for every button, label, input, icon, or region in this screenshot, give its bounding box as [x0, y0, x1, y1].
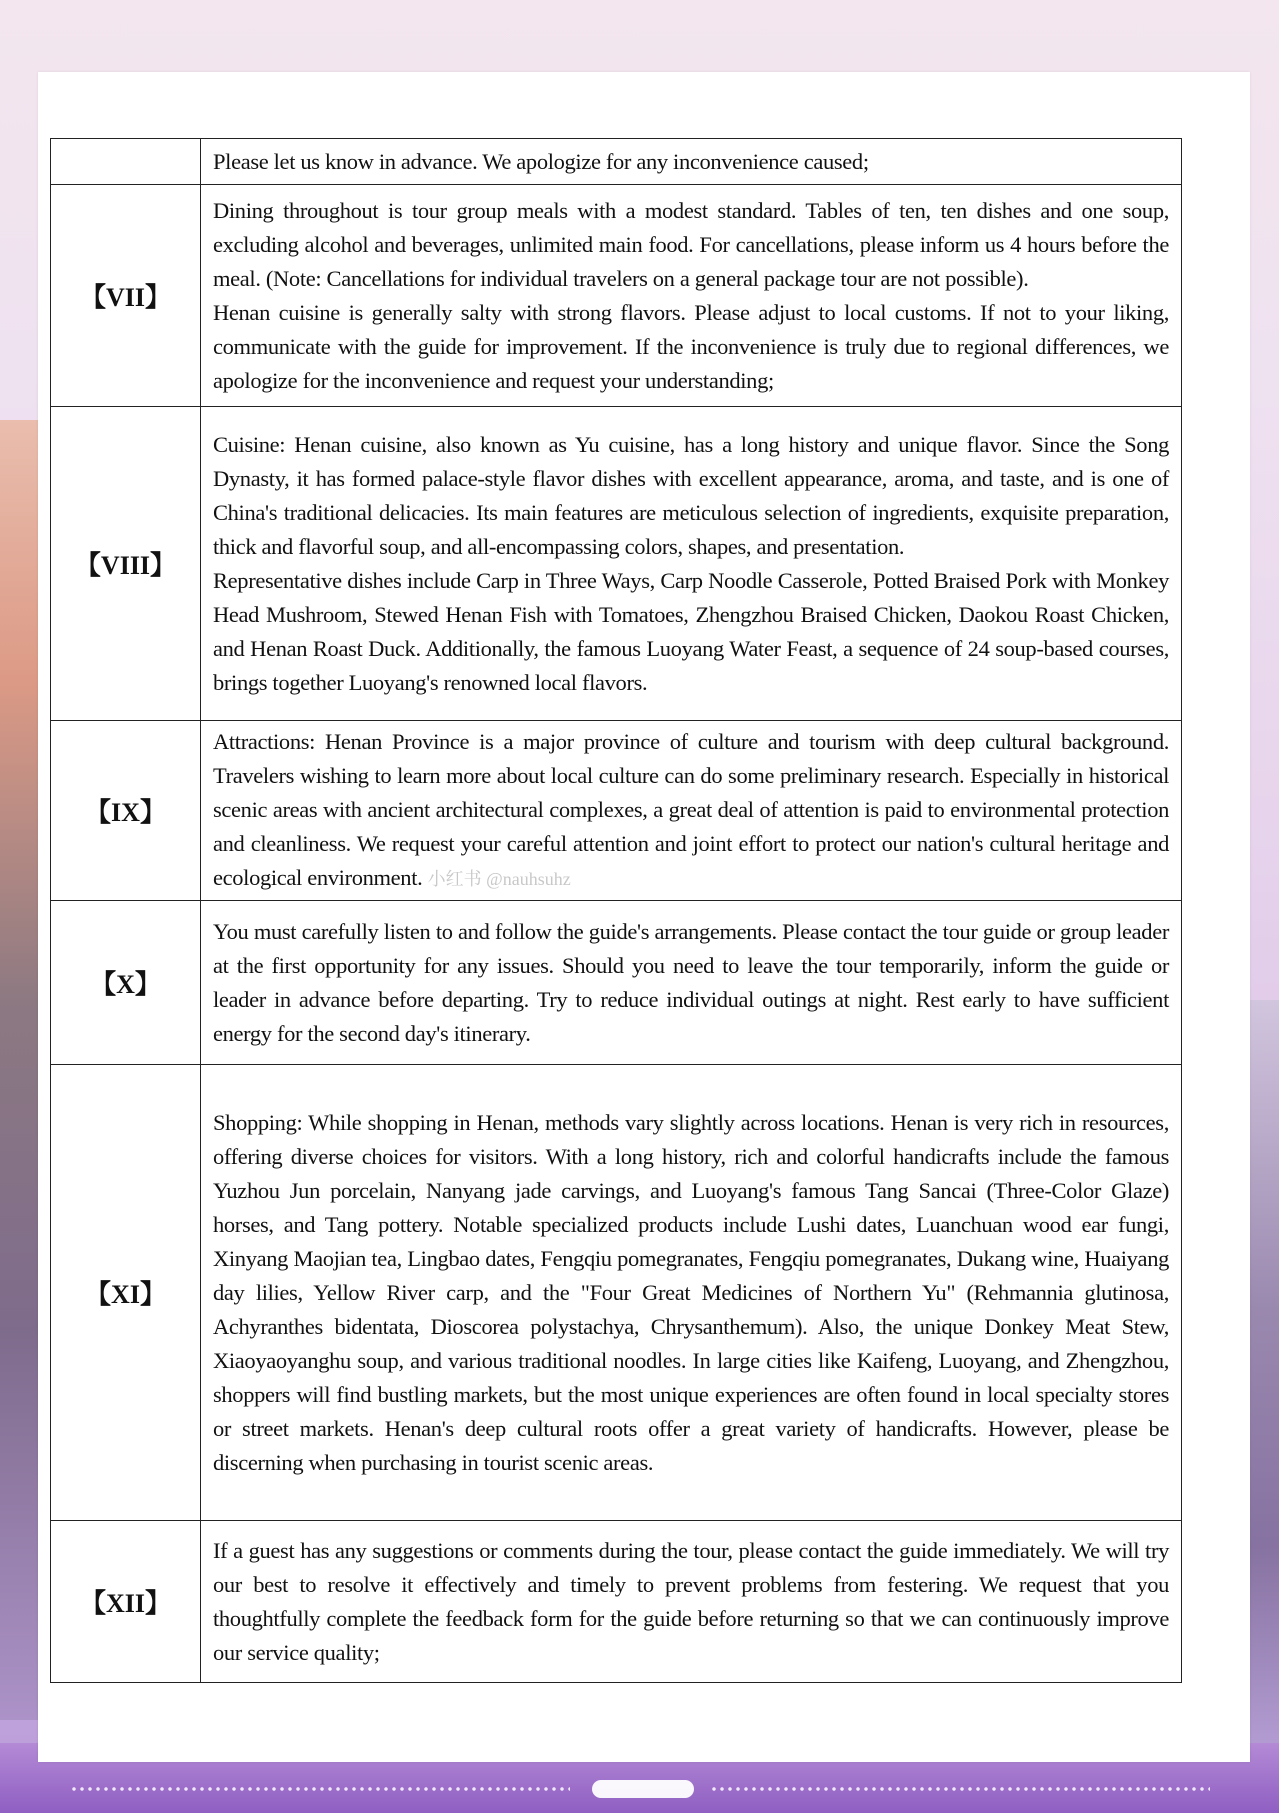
footer-dot-decoration — [70, 1786, 570, 1792]
table-row — [51, 1521, 1182, 1683]
paragraph — [213, 725, 1169, 896]
paragraph-text: Attractions: Henan Province is a major province of culture and tourism with deep cultural background. Travelers wishing to learn more about local culture can do some preliminary research. Especially in historical scenic areas with ancient architectural complexes, a great deal of attention is paid to environmental protection and cleanliness. We request your careful attention and joint effort to protect our nation's cultural heritage and ecological environment. — [213, 729, 1169, 890]
paragraph: Cuisine: Henan cuisine, also known as Yu cuisine, has a long history and unique flavor. Since the Song Dynasty, it has formed palace-style flavor dishes with excellent appearance, aroma, and taste, and is one of China's traditional delicacies. Its main features are meticulous selection of ingredients, exquisite preparation, thick and flavorful soup, and all-encompassing colors, shapes, and presentation. — [213, 431, 1169, 559]
table-row — [51, 407, 1182, 721]
travel-notes-table — [50, 138, 1182, 1683]
row-number: 【VII】 — [51, 185, 201, 407]
row-text — [201, 901, 1182, 1065]
row-text — [201, 407, 1182, 721]
row-text — [201, 1521, 1182, 1683]
table-row — [51, 139, 1182, 185]
table-row — [51, 721, 1182, 901]
row-text — [201, 721, 1182, 901]
footer-dot-decoration — [710, 1786, 1210, 1792]
row-number: 【XII】 — [51, 1521, 201, 1683]
paragraph: Please let us know in advance. We apologize for any inconvenience caused; — [213, 148, 869, 174]
table-row — [51, 901, 1182, 1065]
row-text — [201, 185, 1182, 407]
row-number: 【IX】 — [51, 721, 201, 901]
row-text — [201, 139, 1182, 185]
table-row — [51, 1065, 1182, 1521]
watermark-text: 小红书 @nauhsuhz — [427, 869, 571, 889]
background-scenery-left — [0, 420, 40, 1720]
paragraph: Henan cuisine is generally salty with strong flavors. Please adjust to local customs. If not to your liking, communicate with the guide for improvement. If the inconvenience is truly due to regional differences, we apologize for the inconvenience and request your understanding; — [213, 299, 1169, 393]
row-number: 【XI】 — [51, 1065, 201, 1521]
row-number: 【X】 — [51, 901, 201, 1065]
row-number — [51, 139, 201, 185]
paragraph: Shopping: While shopping in Henan, methods vary slightly across locations. Henan is very rich in resources, offering diverse choices for visitors. With a long history, rich and colorful handicrafts include the famous Yuzhou Jun porcelain, Nanyang jade carvings, and Luoyang's famous Tang Sancai (Three-Color Glaze) horses, and Tang pottery. Notable specialized products include Lushi dates, Luanchuan wood ear fungi, Xinyang Maojian tea, Lingbao dates, Fengqiu pomegranates, Fengqiu pomegranates, Dukang wine, Huaiyang day lilies, Yellow River carp, and the "Four Great Medicines of Northern Yu" (Rehmannia glutinosa, Achyranthes bidentata, Dioscorea polystachya, Chrysanthemum). Also, the unique Donkey Meat Stew, Xiaoyaoyanghu soup, and various traditional noodles. In large cities like Kaifeng, Luoyang, and Zhengzhou, shoppers will find bustling markets, but the most unique experiences are often found in local specialty stores or street markets. Henan's deep cultural roots offer a great variety of handicrafts. However, please be discerning when purchasing in tourist scenic areas. — [213, 1109, 1169, 1475]
table-row — [51, 185, 1182, 407]
paragraph: Dining throughout is tour group meals with a modest standard. Tables of ten, ten dishes and one soup, excluding alcohol and beverages, unlimited main food. For cancellations, please inform us 4 hours before the meal. (Note: Cancellations for individual travelers on a general package tour are not possible). — [213, 197, 1169, 291]
background-scenery-right — [1249, 1000, 1279, 1780]
paragraph: You must carefully listen to and follow the guide's arrangements. Please contact the tour guide or group leader at the first opportunity for any issues. Should you need to leave the tour temporarily, inform the guide or leader in advance before departing. Try to reduce individual outings at night. Rest early to have sufficient energy for the second day's itinerary. — [213, 918, 1169, 1046]
row-number: 【VIII】 — [51, 407, 201, 721]
paragraph: Representative dishes include Carp in Three Ways, Carp Noodle Casserole, Potted Braised Pork with Monkey Head Mushroom, Stewed Henan Fish with Tomatoes, Zhengzhou Braised Chicken, Daokou Roast Chicken, and Henan Roast Duck. Additionally, the famous Luoyang Water Feast, a sequence of 24 soup-based courses, brings together Luoyang's renowned local flavors. — [213, 567, 1169, 695]
row-text — [201, 1065, 1182, 1521]
scroll-handle[interactable] — [592, 1780, 694, 1798]
paragraph: If a guest has any suggestions or comments during the tour, please contact the guide immediately. We will try our best to resolve it effectively and timely to prevent problems from festering. We request that you thoughtfully complete the feedback form for the guide before returning so that we can continuously improve our service quality; — [213, 1537, 1169, 1665]
